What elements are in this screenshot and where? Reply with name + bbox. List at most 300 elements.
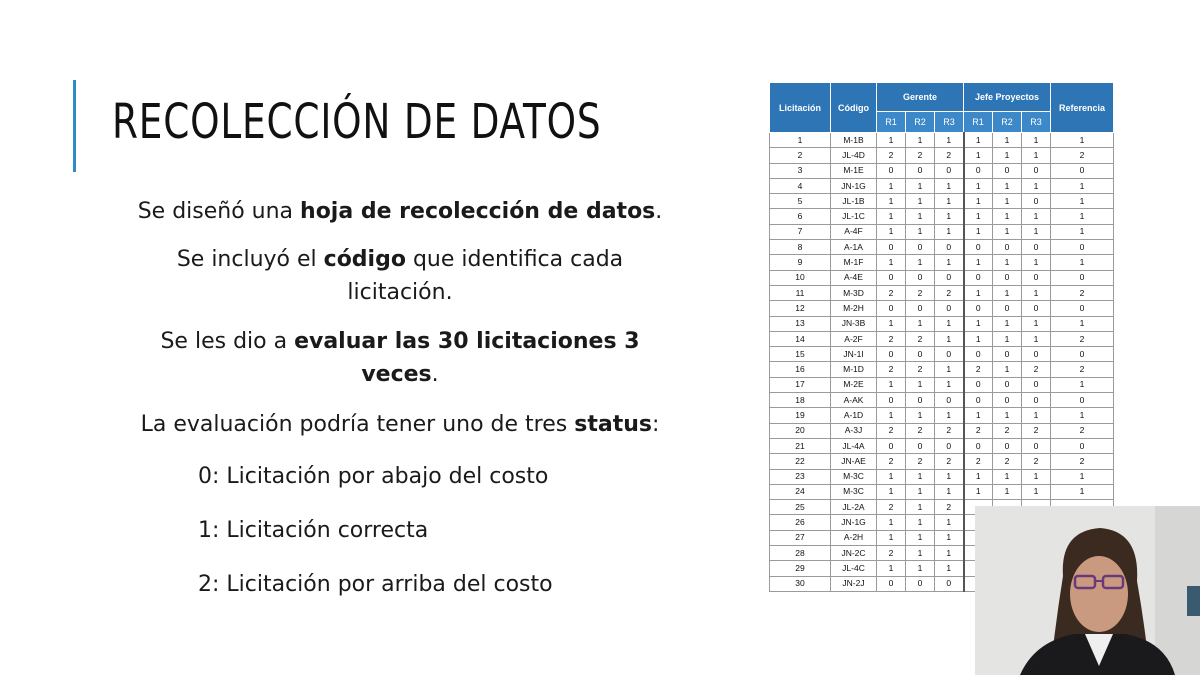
table-cell: 5 <box>770 194 831 209</box>
table-cell: 1 <box>1022 331 1051 346</box>
table-cell: 1 <box>993 178 1022 193</box>
table-cell: 2 <box>993 454 1022 469</box>
table-cell: 1 <box>906 194 935 209</box>
table-cell: 1 <box>993 224 1022 239</box>
point-1-bold: hoja de recolección de datos <box>300 199 656 224</box>
table-cell: M-3D <box>831 285 877 300</box>
table-cell: 0 <box>877 270 906 285</box>
table-cell: 0 <box>1051 240 1114 255</box>
table-cell: 0 <box>877 576 906 591</box>
table-cell: 12 <box>770 301 831 316</box>
table-cell: 0 <box>935 301 964 316</box>
title-accent-bar <box>73 80 76 172</box>
table-cell: 2 <box>935 423 964 438</box>
table-cell: 0 <box>1051 393 1114 408</box>
table-cell: 0 <box>877 240 906 255</box>
table-cell: 1 <box>1022 209 1051 224</box>
status-2: 2: Licitación por arriba del costo <box>198 572 553 597</box>
table-cell: 2 <box>877 500 906 515</box>
table-cell: 0 <box>877 347 906 362</box>
table-cell: 0 <box>935 438 964 453</box>
table-cell: 1 <box>964 209 993 224</box>
point-1-end: . <box>655 199 663 224</box>
table-cell: 1 <box>1051 255 1114 270</box>
point-1 <box>100 195 700 228</box>
table-cell: JL-1C <box>831 209 877 224</box>
table-row <box>770 316 1114 331</box>
table-cell: 4 <box>770 178 831 193</box>
table-cell: 2 <box>935 148 964 163</box>
table-cell: JL-2A <box>831 500 877 515</box>
table-cell: 18 <box>770 393 831 408</box>
table-cell: 1 <box>906 484 935 499</box>
table-cell: 2 <box>906 148 935 163</box>
table-row <box>770 393 1114 408</box>
webcam-overlay <box>975 506 1200 675</box>
table-cell: 6 <box>770 209 831 224</box>
table-cell: JL-1B <box>831 194 877 209</box>
table-cell: 1 <box>877 377 906 392</box>
table-cell: 27 <box>770 530 831 545</box>
table-cell: 24 <box>770 484 831 499</box>
table-cell: 2 <box>877 148 906 163</box>
table-cell: 2 <box>877 454 906 469</box>
table-cell: 2 <box>906 454 935 469</box>
header-referencia: Referencia <box>1051 83 1114 133</box>
table-cell: 1 <box>993 285 1022 300</box>
table-cell: A-4E <box>831 270 877 285</box>
table-cell: 2 <box>1051 362 1114 377</box>
table-cell: 1 <box>1022 408 1051 423</box>
table-cell: JL-4C <box>831 561 877 576</box>
header-jefe-r3: R3 <box>1022 112 1051 133</box>
table-cell: 1 <box>1022 133 1051 148</box>
table-cell: 2 <box>906 285 935 300</box>
table-cell: 1 <box>935 133 964 148</box>
table-cell: 1 <box>935 515 964 530</box>
table-cell: 0 <box>1022 240 1051 255</box>
table-cell: 1 <box>1051 194 1114 209</box>
table-cell: 0 <box>1022 347 1051 362</box>
table-cell: 1 <box>877 408 906 423</box>
table-cell: 0 <box>906 393 935 408</box>
table-cell: M-1D <box>831 362 877 377</box>
point-2 <box>150 243 650 309</box>
table-cell: 2 <box>1022 454 1051 469</box>
table-cell: 0 <box>906 347 935 362</box>
table-cell: 2 <box>770 148 831 163</box>
table-cell: 0 <box>993 301 1022 316</box>
point-3-end: . <box>431 362 439 387</box>
table-cell: JL-4A <box>831 438 877 453</box>
point-3-text: Se les dio a <box>160 329 295 354</box>
table-cell: 1 <box>993 209 1022 224</box>
header-gerente-r2: R2 <box>906 112 935 133</box>
table-cell: 1 <box>877 316 906 331</box>
table-cell: 1 <box>877 133 906 148</box>
table-cell: 1 <box>993 148 1022 163</box>
table-cell: 1 <box>935 377 964 392</box>
table-cell: 2 <box>877 423 906 438</box>
presenter-video <box>975 506 1200 675</box>
table-cell: 0 <box>935 240 964 255</box>
point-3 <box>130 325 670 391</box>
point-4-bold: status <box>574 412 652 437</box>
point-4 <box>100 408 700 441</box>
table-cell: 1 <box>935 178 964 193</box>
table-cell: 1 <box>1051 316 1114 331</box>
table-cell: M-1E <box>831 163 877 178</box>
table-cell: 0 <box>906 576 935 591</box>
table-cell: 0 <box>964 438 993 453</box>
table-cell: 3 <box>770 163 831 178</box>
table-cell: 30 <box>770 576 831 591</box>
table-cell: 0 <box>993 393 1022 408</box>
status-1: 1: Licitación correcta <box>198 518 429 543</box>
table-cell: 1 <box>964 469 993 484</box>
header-codigo: Código <box>831 83 877 133</box>
table-cell: 0 <box>964 301 993 316</box>
table-cell: 2 <box>935 500 964 515</box>
table-row <box>770 362 1114 377</box>
table-cell: 2 <box>877 331 906 346</box>
table-cell: 2 <box>1051 423 1114 438</box>
table-row <box>770 285 1114 300</box>
header-gerente: Gerente <box>877 83 964 112</box>
table-cell: JN-1G <box>831 178 877 193</box>
table-cell: 2 <box>877 285 906 300</box>
table-cell: 1 <box>935 209 964 224</box>
table-cell: 0 <box>1051 163 1114 178</box>
point-1-text: Se diseñó una <box>137 199 301 224</box>
table-cell: A-4F <box>831 224 877 239</box>
table-cell: 1 <box>993 469 1022 484</box>
table-cell: 0 <box>993 377 1022 392</box>
table-row <box>770 454 1114 469</box>
table-cell: A-2H <box>831 530 877 545</box>
table-cell: 1 <box>906 561 935 576</box>
table-cell: 2 <box>935 454 964 469</box>
table-cell: 0 <box>935 163 964 178</box>
table-cell: 8 <box>770 240 831 255</box>
table-cell: 1 <box>877 484 906 499</box>
table-cell: A-1A <box>831 240 877 255</box>
table-cell: 1 <box>1022 484 1051 499</box>
table-cell: 0 <box>1022 163 1051 178</box>
table-cell: 1 <box>877 515 906 530</box>
table-row <box>770 469 1114 484</box>
table-cell: 1 <box>1051 484 1114 499</box>
table-cell: 0 <box>906 240 935 255</box>
table-cell: M-1B <box>831 133 877 148</box>
table-row <box>770 148 1114 163</box>
table-cell: 2 <box>906 423 935 438</box>
point-4-text: La evaluación podría tener uno de tres <box>140 412 575 437</box>
table-cell: 1 <box>964 148 993 163</box>
table-cell: 0 <box>935 576 964 591</box>
table-cell: JN-3B <box>831 316 877 331</box>
table-row <box>770 331 1114 346</box>
table-cell: 0 <box>877 438 906 453</box>
table-cell: 1 <box>1022 285 1051 300</box>
status-0: 0: Licitación por abajo del costo <box>198 464 549 489</box>
table-cell: 16 <box>770 362 831 377</box>
table-cell: 1 <box>877 469 906 484</box>
table-row <box>770 301 1114 316</box>
table-cell: 1 <box>770 133 831 148</box>
table-cell: 1 <box>1051 133 1114 148</box>
table-cell: 13 <box>770 316 831 331</box>
table-cell: 1 <box>993 194 1022 209</box>
point-2-bold: código <box>323 247 406 272</box>
table-cell: 0 <box>1022 194 1051 209</box>
header-gerente-r3: R3 <box>935 112 964 133</box>
table-cell: 2 <box>1022 423 1051 438</box>
table-row <box>770 270 1114 285</box>
table-cell: 1 <box>964 408 993 423</box>
table-cell: 2 <box>964 454 993 469</box>
table-cell: 1 <box>964 178 993 193</box>
table-cell: 1 <box>935 331 964 346</box>
header-licitacion: Licitación <box>770 83 831 133</box>
table-cell: 1 <box>993 408 1022 423</box>
table-cell: JN-2C <box>831 546 877 561</box>
table-cell: 2 <box>1051 148 1114 163</box>
table-row <box>770 423 1114 438</box>
table-cell: 0 <box>1051 438 1114 453</box>
table-cell: 20 <box>770 423 831 438</box>
table-cell: 1 <box>993 331 1022 346</box>
point-3-bold: evaluar las 30 licitaciones 3 veces <box>294 329 640 387</box>
table-cell: 1 <box>993 316 1022 331</box>
table-cell: 0 <box>1022 301 1051 316</box>
table-cell: M-3C <box>831 469 877 484</box>
table-cell: 0 <box>993 347 1022 362</box>
table-cell: 1 <box>906 255 935 270</box>
table-cell: 1 <box>935 408 964 423</box>
table-cell: 1 <box>906 178 935 193</box>
header-jefe-proyectos: Jefe Proyectos <box>964 83 1051 112</box>
table-cell: 1 <box>906 500 935 515</box>
table-row <box>770 178 1114 193</box>
table-cell: 1 <box>935 561 964 576</box>
table-cell: 0 <box>935 393 964 408</box>
table-cell: 28 <box>770 546 831 561</box>
table-cell: 1 <box>906 224 935 239</box>
table-cell: 0 <box>906 270 935 285</box>
table-cell: 1 <box>964 133 993 148</box>
table-cell: A-AK <box>831 393 877 408</box>
table-cell: 1 <box>935 255 964 270</box>
table-cell: 1 <box>906 133 935 148</box>
table-cell: 1 <box>964 255 993 270</box>
table-cell: 0 <box>935 270 964 285</box>
table-cell: 0 <box>964 347 993 362</box>
table-cell: 1 <box>1051 469 1114 484</box>
header-jefe-r2: R2 <box>993 112 1022 133</box>
table-cell: JN-1G <box>831 515 877 530</box>
table-cell: 19 <box>770 408 831 423</box>
table-cell: 1 <box>964 194 993 209</box>
table-row <box>770 255 1114 270</box>
table-cell: 1 <box>993 133 1022 148</box>
table-cell: M-1F <box>831 255 877 270</box>
table-cell: 1 <box>935 530 964 545</box>
table-cell: M-2H <box>831 301 877 316</box>
table-cell: 14 <box>770 331 831 346</box>
table-cell: JN-2J <box>831 576 877 591</box>
table-cell: 0 <box>1022 377 1051 392</box>
table-cell: 10 <box>770 270 831 285</box>
table-cell: 0 <box>906 301 935 316</box>
table-cell: M-3C <box>831 484 877 499</box>
table-cell: 0 <box>1022 270 1051 285</box>
table-cell: 1 <box>1022 224 1051 239</box>
table-cell: 1 <box>935 546 964 561</box>
point-4-end: : <box>651 412 660 437</box>
table-cell: 7 <box>770 224 831 239</box>
table-cell: 0 <box>1051 347 1114 362</box>
table-cell: 1 <box>877 178 906 193</box>
table-cell: 1 <box>964 224 993 239</box>
table-cell: 1 <box>877 194 906 209</box>
table-row <box>770 224 1114 239</box>
table-cell: 1 <box>877 561 906 576</box>
table-cell: 0 <box>1051 301 1114 316</box>
table-cell: 0 <box>877 163 906 178</box>
table-cell: 0 <box>993 270 1022 285</box>
table-row <box>770 484 1114 499</box>
table-cell: 1 <box>1022 316 1051 331</box>
table-cell: 1 <box>1051 178 1114 193</box>
table-cell: 1 <box>935 484 964 499</box>
table-row <box>770 194 1114 209</box>
table-cell: 1 <box>1051 377 1114 392</box>
table-cell: 1 <box>906 515 935 530</box>
table-cell: 1 <box>877 530 906 545</box>
table-cell: 1 <box>964 331 993 346</box>
table-cell: 1 <box>1022 148 1051 163</box>
table-cell: 2 <box>906 362 935 377</box>
table-cell: 0 <box>906 163 935 178</box>
header-gerente-r1: R1 <box>877 112 906 133</box>
table-cell: 1 <box>993 255 1022 270</box>
table-cell: 2 <box>1022 362 1051 377</box>
table-cell: 0 <box>964 240 993 255</box>
table-cell: 1 <box>935 469 964 484</box>
table-cell: 11 <box>770 285 831 300</box>
table-cell: 29 <box>770 561 831 576</box>
table-cell: 1 <box>993 362 1022 377</box>
table-cell: A-1D <box>831 408 877 423</box>
point-2-end: que identifica cada licitación. <box>347 247 624 305</box>
table-cell: 21 <box>770 438 831 453</box>
table-cell: 1 <box>935 194 964 209</box>
table-cell: 2 <box>964 423 993 438</box>
table-cell: 2 <box>877 362 906 377</box>
table-cell: 23 <box>770 469 831 484</box>
table-cell: JN-AE <box>831 454 877 469</box>
table-row <box>770 209 1114 224</box>
table-cell: 1 <box>964 285 993 300</box>
table-cell: 0 <box>1022 393 1051 408</box>
table-row <box>770 408 1114 423</box>
table-cell: 1 <box>877 224 906 239</box>
table-cell: M-2E <box>831 377 877 392</box>
table-cell: 25 <box>770 500 831 515</box>
table-cell: 1 <box>964 316 993 331</box>
table-cell: 0 <box>964 163 993 178</box>
table-cell: 9 <box>770 255 831 270</box>
table-cell: JL-4D <box>831 148 877 163</box>
table-cell: 17 <box>770 377 831 392</box>
table-cell: 2 <box>964 362 993 377</box>
table-cell: 22 <box>770 454 831 469</box>
table-cell: 2 <box>1051 331 1114 346</box>
table-row <box>770 163 1114 178</box>
table-row <box>770 347 1114 362</box>
table-cell: 1 <box>993 484 1022 499</box>
table-cell: 1 <box>1051 224 1114 239</box>
table-cell: 1 <box>877 209 906 224</box>
table-cell: 0 <box>993 240 1022 255</box>
table-cell: 0 <box>964 270 993 285</box>
table-cell: 1 <box>1022 178 1051 193</box>
table-cell: 1 <box>935 224 964 239</box>
table-cell: 0 <box>964 393 993 408</box>
table-cell: 1 <box>1022 255 1051 270</box>
table-cell: 2 <box>935 285 964 300</box>
table-cell: 2 <box>906 331 935 346</box>
table-cell: 1 <box>906 209 935 224</box>
point-2-text: Se incluyó el <box>176 247 324 272</box>
table-cell: 1 <box>1051 408 1114 423</box>
table-cell: A-3J <box>831 423 877 438</box>
table-cell: 1 <box>877 255 906 270</box>
table-cell: 0 <box>993 438 1022 453</box>
table-cell: 1 <box>935 316 964 331</box>
table-row <box>770 377 1114 392</box>
table-cell: 2 <box>1051 285 1114 300</box>
table-row <box>770 438 1114 453</box>
table-cell: A-2F <box>831 331 877 346</box>
table-row <box>770 240 1114 255</box>
table-cell: 1 <box>935 362 964 377</box>
slide-title: RECOLECCIÓN DE DATOS <box>112 94 602 150</box>
table-cell: 0 <box>877 393 906 408</box>
table-cell: 1 <box>906 546 935 561</box>
table-cell: 1 <box>1051 209 1114 224</box>
header-jefe-r1: R1 <box>964 112 993 133</box>
table-cell: 0 <box>1022 438 1051 453</box>
table-cell: 1 <box>964 484 993 499</box>
table-cell: 1 <box>906 316 935 331</box>
table-cell: 0 <box>1051 270 1114 285</box>
table-cell: JN-1I <box>831 347 877 362</box>
table-cell: 0 <box>877 301 906 316</box>
table-cell: 2 <box>877 546 906 561</box>
table-cell: 0 <box>993 163 1022 178</box>
table-cell: 2 <box>993 423 1022 438</box>
table-cell: 1 <box>906 377 935 392</box>
table-cell: 0 <box>935 347 964 362</box>
table-cell: 0 <box>906 438 935 453</box>
table-cell: 1 <box>906 408 935 423</box>
table-row <box>770 133 1114 148</box>
table-cell: 1 <box>1022 469 1051 484</box>
table-cell: 0 <box>964 377 993 392</box>
table-cell: 2 <box>1051 454 1114 469</box>
